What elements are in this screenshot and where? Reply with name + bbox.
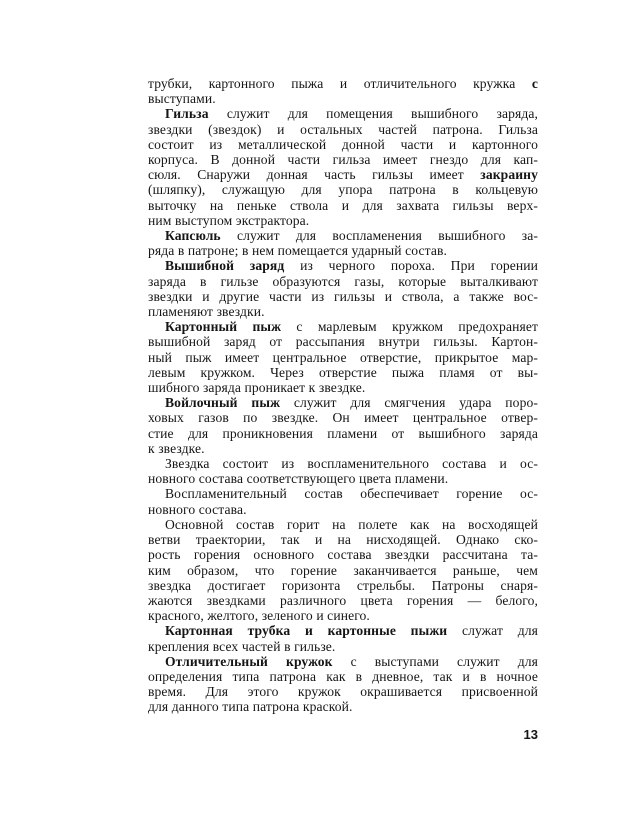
text-line <box>148 563 538 578</box>
text-segment: жаются звездками различного цвета горения — белого, <box>148 592 538 608</box>
text-line <box>148 410 538 425</box>
text-line <box>148 213 538 228</box>
text-segment: служит для воспламенения вышибного за- <box>220 228 538 244</box>
text-segment: звездки (звездок) и остальных частей патрона. Гильза <box>148 121 538 137</box>
text-segment: Звездка состоит из воспламенительного состава и ос- <box>165 456 538 472</box>
text-segment: с выступами служит для <box>332 653 538 669</box>
text-segment: звездки и другие части из гильзы и ствола, а также вос- <box>148 288 538 304</box>
text-line <box>148 380 538 395</box>
text-segment: ховых газов по звездке. Он имеет центральное отвер- <box>148 410 538 426</box>
text-segment: (шляпку), служащую для упора патрона в кольцевую <box>148 182 538 198</box>
term-bold: Гильза <box>165 106 209 122</box>
text-segment: служит для смягчения удара поро- <box>280 395 538 411</box>
text-segment: выточку на пеньке ствола и для захвата гильзы верх- <box>148 197 538 213</box>
text-segment: служит для помещения вышибного заряда, <box>208 106 538 122</box>
text-line <box>148 304 538 319</box>
text-line <box>148 532 538 547</box>
term-bold: Войлочный пыж <box>165 395 281 411</box>
text-segment: шибного заряда проникает к звездке. <box>148 380 366 396</box>
text-segment: рость горения основного состава звездки рассчитана та- <box>148 547 538 563</box>
text-segment: для данного типа патрона краской. <box>148 699 353 715</box>
text-line <box>148 122 538 137</box>
text-segment: корпуса. В донной части гильза имеет гнездо для кап- <box>148 152 538 168</box>
text-segment: определения типа патрона как в дневное, так и в ночное <box>148 668 538 684</box>
text-line <box>148 91 538 106</box>
text-line <box>148 76 538 91</box>
text-line <box>148 228 538 243</box>
text-segment: вышибной заряд от рассыпания внутри гильзы. Картон- <box>148 334 538 350</box>
text-line <box>148 486 538 501</box>
text-segment: ким образом, что горение заканчивается раньше, чем <box>148 562 538 578</box>
text-block <box>148 76 538 715</box>
text-line <box>148 350 538 365</box>
text-line <box>148 319 538 334</box>
text-segment: служат для <box>447 623 538 639</box>
text-line <box>148 471 538 486</box>
text-line <box>148 502 538 517</box>
text-line <box>148 699 538 714</box>
text-segment: стие для проникновения пламени от вышибного заряда <box>148 425 538 441</box>
text-line <box>148 334 538 349</box>
term-bold: Вышибной заряд <box>165 258 285 274</box>
text-line <box>148 547 538 562</box>
text-segment: красного, желтого, зеленого и синего. <box>148 608 370 624</box>
text-segment: время. Для этого кружок окрашивается присвоенной <box>148 684 538 700</box>
text-line <box>148 137 538 152</box>
text-segment: пламеняют звездки. <box>148 304 265 320</box>
term-bold: закраину <box>480 167 538 183</box>
text-line <box>148 274 538 289</box>
text-line <box>148 426 538 441</box>
text-segment: к звездке. <box>148 440 205 456</box>
text-line <box>148 517 538 532</box>
text-line <box>148 106 538 121</box>
text-segment: состоит из металлической донной части и картонного <box>148 136 538 152</box>
text-segment: крепления всех частей в гильзе. <box>148 638 336 654</box>
text-line <box>148 365 538 380</box>
text-line <box>148 639 538 654</box>
text-segment: Основной состав горит на полете как на восходящей <box>165 516 538 532</box>
term-bold: Картонная трубка и картонные пыжи <box>165 623 448 639</box>
text-segment: ним выступом экстрактора. <box>148 212 310 228</box>
text-line <box>148 182 538 197</box>
text-segment: заряда в гильзе образуются газы, которые выталкивают <box>148 273 538 289</box>
term-bold: Отличительный кружок <box>165 653 333 669</box>
text-segment: левым кружком. Через отверстие пыжа пламя от вы- <box>148 364 538 380</box>
text-line <box>148 593 538 608</box>
page-number: 13 <box>523 727 538 742</box>
text-line <box>148 167 538 182</box>
text-line <box>148 258 538 273</box>
text-line <box>148 289 538 304</box>
text-segment: трубки, картонного пыжа и отличительного кружка <box>148 76 532 91</box>
text-line <box>148 623 538 638</box>
text-segment: новного состава соответствующего цвета пламени. <box>148 471 449 487</box>
term-bold: с <box>531 76 538 91</box>
text-line <box>148 684 538 699</box>
text-line <box>148 152 538 167</box>
text-segment: с марлевым кружком предохраняет <box>281 319 538 335</box>
text-line <box>148 578 538 593</box>
text-segment: ветви траектории, так и на нисходящей. Однако ско- <box>148 532 538 548</box>
text-line <box>148 395 538 410</box>
term-bold: Картонный пыж <box>165 319 282 335</box>
text-segment: ряда в патроне; в нем помещается ударный состав. <box>148 243 447 259</box>
text-line <box>148 608 538 623</box>
text-line <box>148 198 538 213</box>
text-line <box>148 243 538 258</box>
text-line <box>148 654 538 669</box>
text-segment: ный пыж имеет центральное отверстие, прикрытое мар- <box>148 349 538 365</box>
text-line <box>148 441 538 456</box>
text-segment: звездка достигает горизонта стрельбы. Патроны снаря- <box>148 577 538 593</box>
text-line <box>148 669 538 684</box>
text-segment: выступами. <box>148 91 216 107</box>
text-line <box>148 456 538 471</box>
text-segment: Воспламенительный состав обеспечивает горение ос- <box>165 486 538 502</box>
text-segment: из черного пороха. При горении <box>284 258 538 274</box>
text-segment: новного состава. <box>148 501 247 517</box>
text-segment: сюля. Снаружи донная часть гильзы имеет <box>148 167 481 183</box>
term-bold: Капсюль <box>165 228 221 244</box>
